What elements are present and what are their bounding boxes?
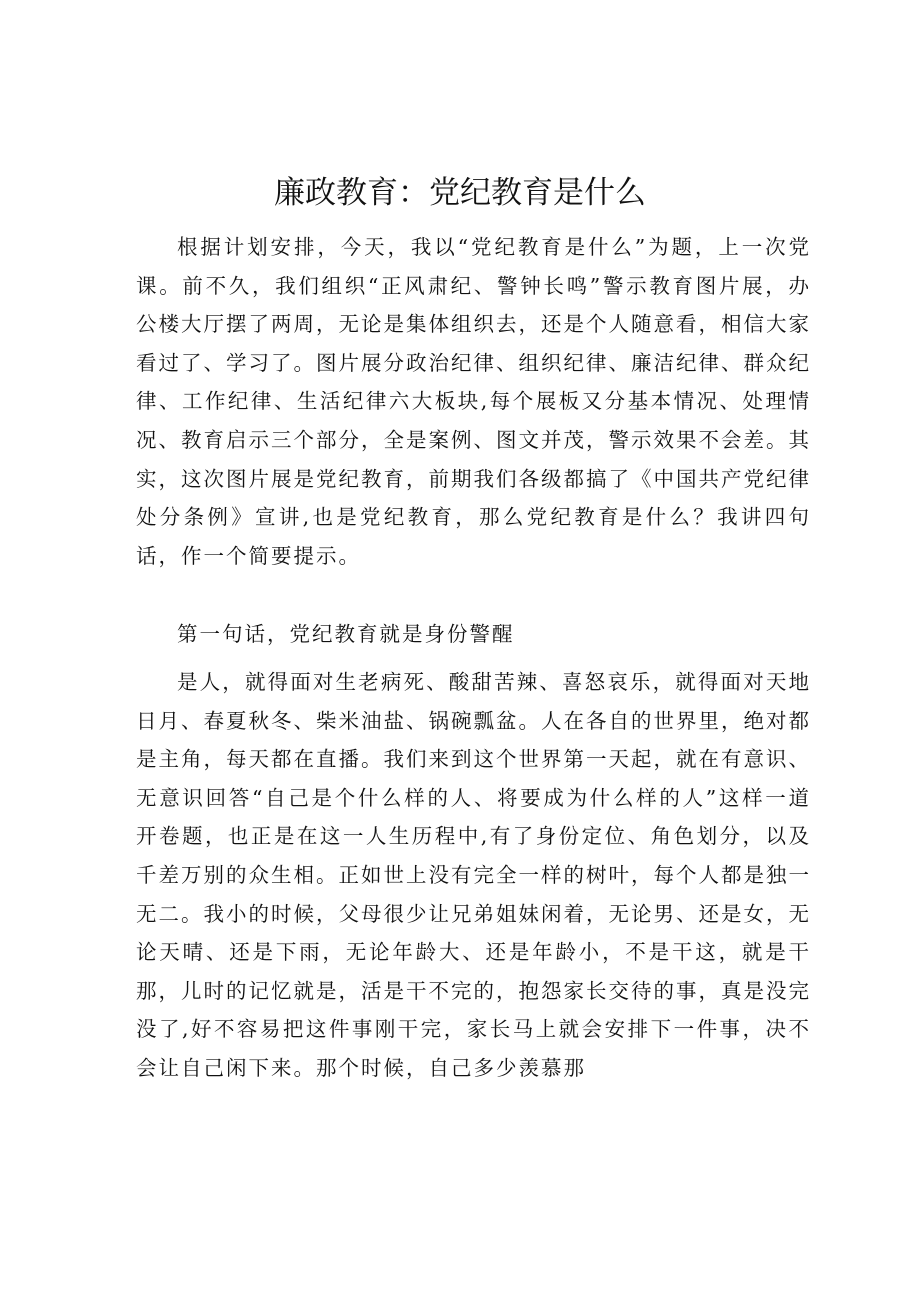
- body-section-intro: [136, 228, 811, 575]
- section-heading-first: 第一句话，党纪教育就是身份警醒: [177, 622, 515, 646]
- paragraph-first-point: 是人，就得面对生老病死、酸甜苦辣、喜怒哀乐，就得面对天地日月、春夏秋冬、柴米油盐、锅碗瓢盆。人在各自的世界里，绝对都是主角，每天都在直播。我们来到这个世界第一天起，就在有意识、无意识回答“自己是个什么样的人、将要成为什么样的人”这样一道开卷题，也正是在这一人生历程中,有了身份定位、角色划分，以及千差万别的众生相。正如世上没有完全一样的树叶，每个人都是独一无二。我小的时候，父母很少让兄弟姐妹闲着，无论男、还是女，无论天晴、还是下雨，无论年龄大、还是年龄小，不是干这，就是干那，儿时的记忆就是，活是干不完的，抱怨家长交待的事，真是没完没了,好不容易把这件事刚干完，家长马上就会安排下一件事，决不会让自己闲下来。那个时候，自己多少羡慕那: [136, 670, 811, 1080]
- paragraph-intro: 根据计划安排，今天，我以“党纪教育是什么”为题，上一次党课。前不久，我们组织“正风肃纪、警钟长鸣”警示教育图片展，办公楼大厅摆了两周，无论是集体组织去，还是个人随意看，相信大家看过了、学习了。图片展分政治纪律、组织纪律、廉洁纪律、群众纪律、工作纪律、生活纪律六大板块,每个展板又分基本情况、处理情况、教育启示三个部分，全是案例、图文并茂，警示效果不会差。其实，这次图片展是党纪教育，前期我们各级都搞了《中国共产党纪律处分条例》宣讲,也是党纪教育，那么党纪教育是什么？我讲四句话，作一个简要提示。: [136, 235, 811, 568]
- body-section-first: [136, 663, 811, 1088]
- document-title: 廉政教育：党纪教育是什么: [274, 175, 646, 211]
